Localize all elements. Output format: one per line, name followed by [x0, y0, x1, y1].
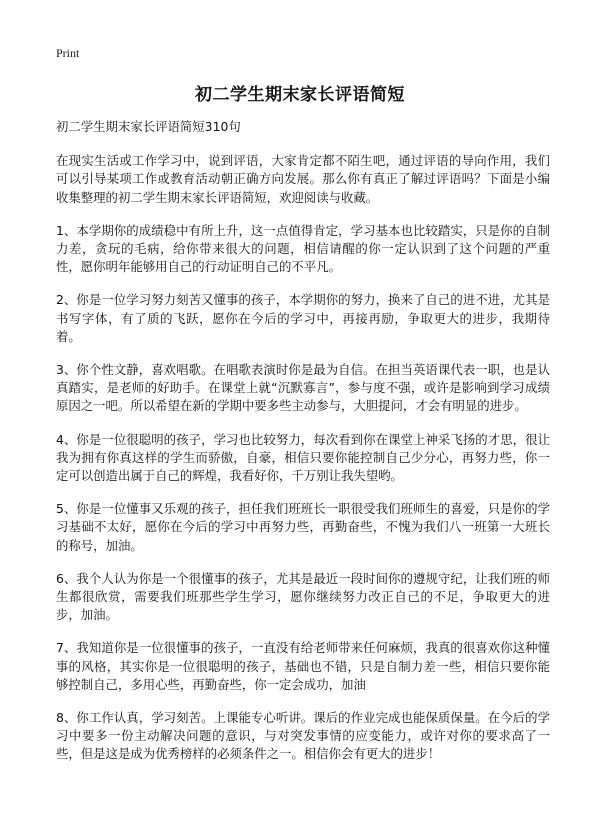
comment-paragraph-6: 6、我个人认为你是一个很懂事的孩子，尤其是最近一段时间你的遵规守纪，让我们班的师生都很欣赏，需要我们班那些学生学习，愿你继续努力改正自己的不足，争取更大的进步，加油。: [56, 570, 550, 623]
comment-paragraph-8: 8、你工作认真，学习刻苦。上课能专心听讲。课后的作业完成也能保质保量。在今后的学习中要多一份主动解决问题的意识，与对突发事情的应变能力，或许对你的要求高了一些，但是这是成为优秀榜样的必须条件之一。相信你会有更大的进步！: [56, 710, 550, 762]
article-subtitle: 初二学生期末家长评语简短310句: [56, 119, 241, 134]
page-title: 初二学生期末家长评语简短: [195, 85, 405, 105]
comment-paragraph-1: 1、本学期你的成绩稳中有所上升，这一点值得肯定，学习基本也比较踏实，只是你的自制力差，贪玩的毛病，给你带来很大的问题，相信请醒的你一定认识到了这个问题的严重性，愿你明年能够用自己的行动证明自己的不平凡。: [56, 222, 550, 275]
comment-paragraph-3: 3、你个性文静，喜欢唱歌。在唱歌表演时你是最为自信。在担当英语课代表一职，也是认真踏实，是老师的好助手。在课堂上就“沉默寡言”，参与度不强，或许是影响到学习成绩原因之一吧。所以希望在新的学期中要多些主动参与，大胆提问，才会有明显的进步。: [56, 362, 550, 414]
comment-paragraph-2: 2、你是一位学习努力刻苦又懂事的孩子，本学期你的努力，换来了自己的进不进，尤其是书写字体，有了质的飞跃，愿你在今后的学习中，再接再励，争取更大的进步，我期待着。: [56, 292, 550, 344]
print-link[interactable]: Print: [56, 46, 80, 60]
comment-paragraph-7: 7、我知道你是一位很懂事的孩子，一直没有给老师带来任何麻烦，我真的很喜欢你这种懂事的风格，其实你是一位很聪明的孩子，基础也不错，只是自制力差一些，相信只要你能够控制自己，多用心些，再勤奋些，你一定会成功，加油: [56, 640, 550, 692]
comment-paragraph-5: 5、你是一位懂事又乐观的孩子，担任我们班班长一职很受我们班师生的喜爱，只是你的学习基础不太好，愿你在今后的学习中再努力些，再勤奋些，不愧为我们八一班第一大班长的称号，加油。: [56, 501, 550, 553]
article-body: [56, 118, 550, 779]
comment-paragraph-4: 4、你是一位很聪明的孩子，学习也比较努力，每次看到你在课堂上神采飞扬的才思，很让我为拥有你真这样的学生而骄傲，自豪，相信只要你能控制自己少分心，再努力些，你一定可以创造出属于自己的辉煌，我看好你，千万别让我失望哟。: [56, 431, 550, 484]
intro-paragraph: 在现实生活或工作学习中，说到评语，大家肯定都不陌生吧，通过评语的导向作用，我们可以引导某项工作或教育活动朝正确方向发展。那么你有真正了解过评语吗？下面是小编收集整理的初二学生期末家长评语简短，欢迎阅读与收藏。: [56, 153, 550, 205]
